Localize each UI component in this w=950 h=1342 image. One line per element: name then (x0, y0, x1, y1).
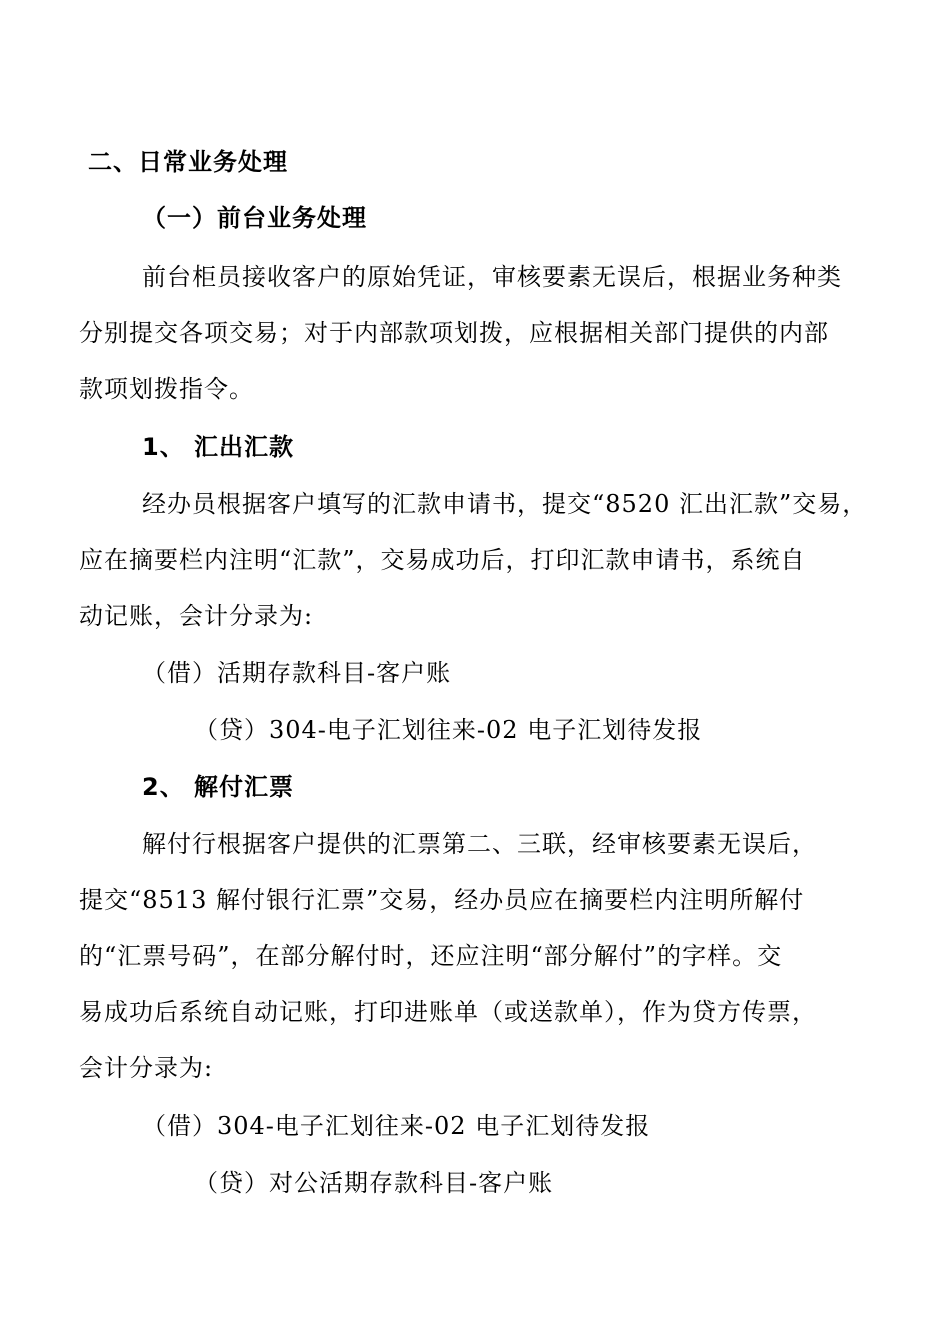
item1-credit-entry: （贷）304-电子汇划往来-02 电子汇划待发报 (194, 716, 703, 744)
item1-debit-entry: （借）活期存款科目-客户账 (142, 659, 452, 687)
item1-body-line-1: 经办员根据客户填写的汇款申请书，提交“8520 汇出汇款”交易， (142, 490, 868, 518)
section-heading: 二、日常业务处理 (88, 148, 288, 176)
item2-body-line-3: 的“汇票号码”，在部分解付时，还应注明“部分解付”的字样。交 (79, 942, 783, 970)
item2-credit-entry: （贷）对公活期存款科目-客户账 (194, 1169, 554, 1197)
item1-body-line-2: 应在摘要栏内注明“汇款”，交易成功后，打印汇款申请书，系统自 (79, 546, 806, 574)
item2-body-line-5: 会计分录为: (79, 1054, 214, 1082)
item2-title: 2、 解付汇票 (142, 773, 295, 801)
item2-body-line-1: 解付行根据客户提供的汇票第二、三联，经审核要素无误后， (142, 830, 817, 858)
item2-body-line-2: 提交“8513 解付银行汇票”交易，经办员应在摘要栏内注明所解付 (79, 886, 805, 914)
intro-line-1: 前台柜员接收客户的原始凭证，审核要素无误后，根据业务种类 (142, 263, 842, 291)
intro-line-2: 分别提交各项交易；对于内部款项划拨，应根据相关部门提供的内部 (79, 319, 829, 347)
subsection-heading: （一）前台业务处理 (142, 204, 367, 232)
item1-title: 1、 汇出汇款 (142, 433, 295, 461)
item1-body-line-3: 动记账，会计分录为: (79, 602, 314, 630)
item2-debit-entry: （借）304-电子汇划往来-02 电子汇划待发报 (142, 1112, 651, 1140)
intro-line-3: 款项划拨指令。 (79, 375, 254, 403)
item2-body-line-4: 易成功后系统自动记账，打印进账单（或送款单），作为贷方传票， (79, 998, 817, 1026)
